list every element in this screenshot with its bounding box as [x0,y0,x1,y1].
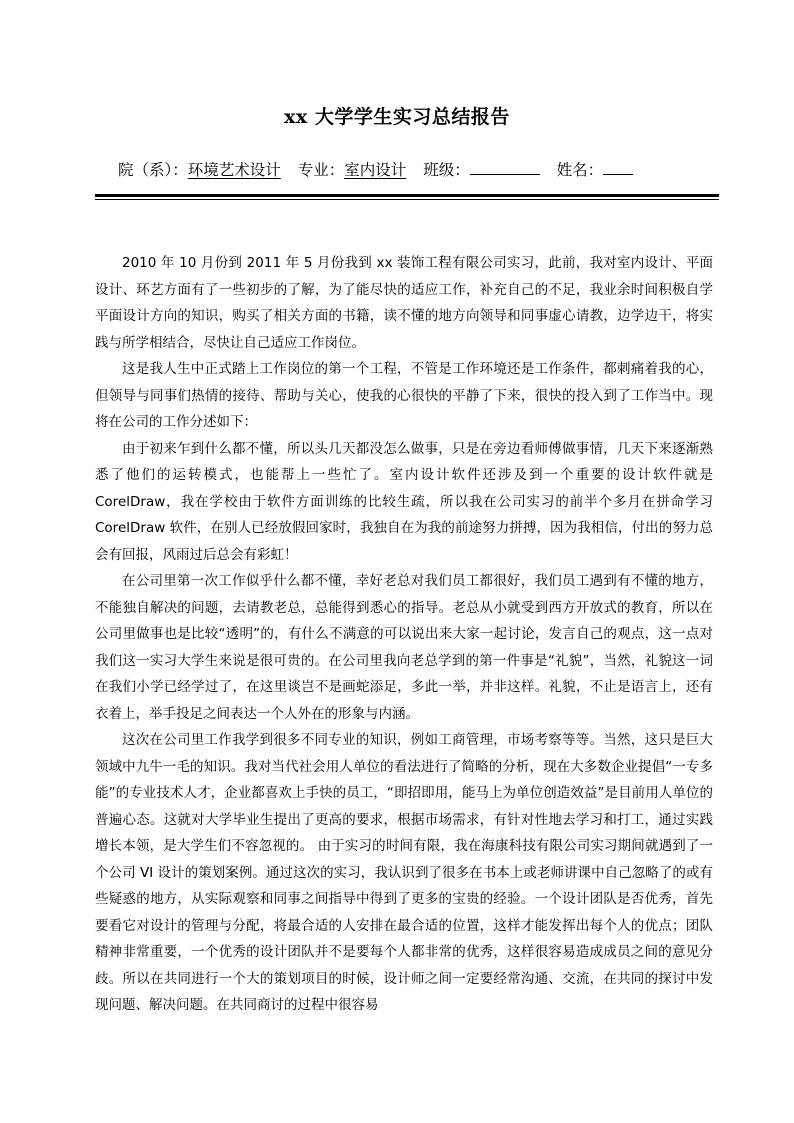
report-body [95,250,713,1019]
department-label: 院（系）： [118,161,188,179]
paragraph: 2010 年 10 月份到 2011 年 5 月份我到 xx 装饰工程有限公司实习，此前，我对室内设计、平面设计、环艺方面有了一些初步的了解，为了能尽快的适应工作，补充自己的不足，我业余时间积极自学平面设计方向的知识，购买了相关方面的书籍，读不懂的地方向领导和同事虚心请教，边学边干，将实践与所学相结合，尽快让自己适应工作岗位。 [95,255,713,351]
paragraph: 由于初来乍到什么都不懂，所以头几天都没怎么做事，只是在旁边看师傅做事情，几天下来逐渐熟悉了他们的运转模式，也能帮上一些忙了。室内设计软件还涉及到一个重要的设计软件就是 CorelDraw，我在学校由于软件方面训练的比较生疏，所以我在公司实习的前半个多月在拼命学习 CorelDraw 软件，在别人已经放假回家时，我独自在为我的前途努力拼搏，因为我相信，付出的努力总会有回报，风雨过后总会有彩虹！ [95,440,713,563]
class-label: 班级： [423,161,470,179]
class-blank [470,157,540,175]
major-value: 室内设计 [344,161,407,179]
major-label: 专业： [297,161,345,179]
header-divider-thin [95,199,719,200]
name-label: 姓名： [556,161,604,179]
department-value: 环境艺术设计 [187,161,281,179]
paragraph: 在公司里第一次工作似乎什么都不懂，幸好老总对我们员工都很好，我们员工遇到有不懂的地方，不能独自解决的问题，去请教老总，总能得到悉心的指导。老总从小就受到西方开放式的教育，所以在公司里做事也是比较“透明”的，有什么不满意的可以说出来大家一起讨论，发言自己的观点，这一点对我们这一实习大学生来说是很可贵的。在公司里我向老总学到的第一件事是“礼貌”，当然，礼貌这一词在我们小学已经学过了，在这里谈岂不是画蛇添足，多此一举，并非这样。礼貌，不止是语言上，还有衣着上，举手投足之间表达一个人外在的形象与内涵。 [95,573,713,722]
header-divider-thick [95,194,719,197]
paragraph: 这是我人生中正式踏上工作岗位的第一个工程，不管是工作环境还是工作条件，都刺痛着我的心，但领导与同事们热情的接待、帮助与关心，使我的心很快的平静了下来，很快的投入到了工作当中。现将在公司的工作分述如下： [95,361,713,430]
paragraph: 这次在公司里工作我学到很多不同专业的知识，例如工商管理，市场考察等等。当然，这只是巨大领域中九牛一毛的知识。我对当代社会用人单位的看法进行了简略的分析，现在大多数企业提倡“一专多能”的专业技术人才，企业都喜欢上手快的员工，“即招即用，能马上为单位创造效益”是目前用人单位的普遍心态。这就对大学毕业生提出了更高的要求，根据市场需求，有针对性地去学习和打工，通过实践增长本领，是大学生们不容忽视的。 由于实习的时间有限，我在海康科技有限公司实习期间就遇到了一个公司 VI 设计的策划案例。通过这次的实习，我认识到了很多在书本上或老师讲课中自己忽略了的或有些疑惑的地方，从实际观察和同事之间指导中得到了更多的宝贵的经验。一个设计团队是否优秀，首先要看它对设计的管理与分配，将最合适的人安排在最合适的位置，这样才能发挥出每个人的优点；团队精神非常重要，一个优秀的设计团队并不是要每个人都非常的优秀，这样很容易造成成员之间的意见分歧。所以在共同进行一个大的策划项目的时候，设计师之间一定要经常沟通、交流，在共同的探讨中发现问题、解决问题。在共同商讨的过程中很容易 [95,732,713,1013]
name-blank [603,157,633,175]
document-title: xx 大学学生实习总结报告 [284,106,510,128]
student-info-line [118,157,718,182]
